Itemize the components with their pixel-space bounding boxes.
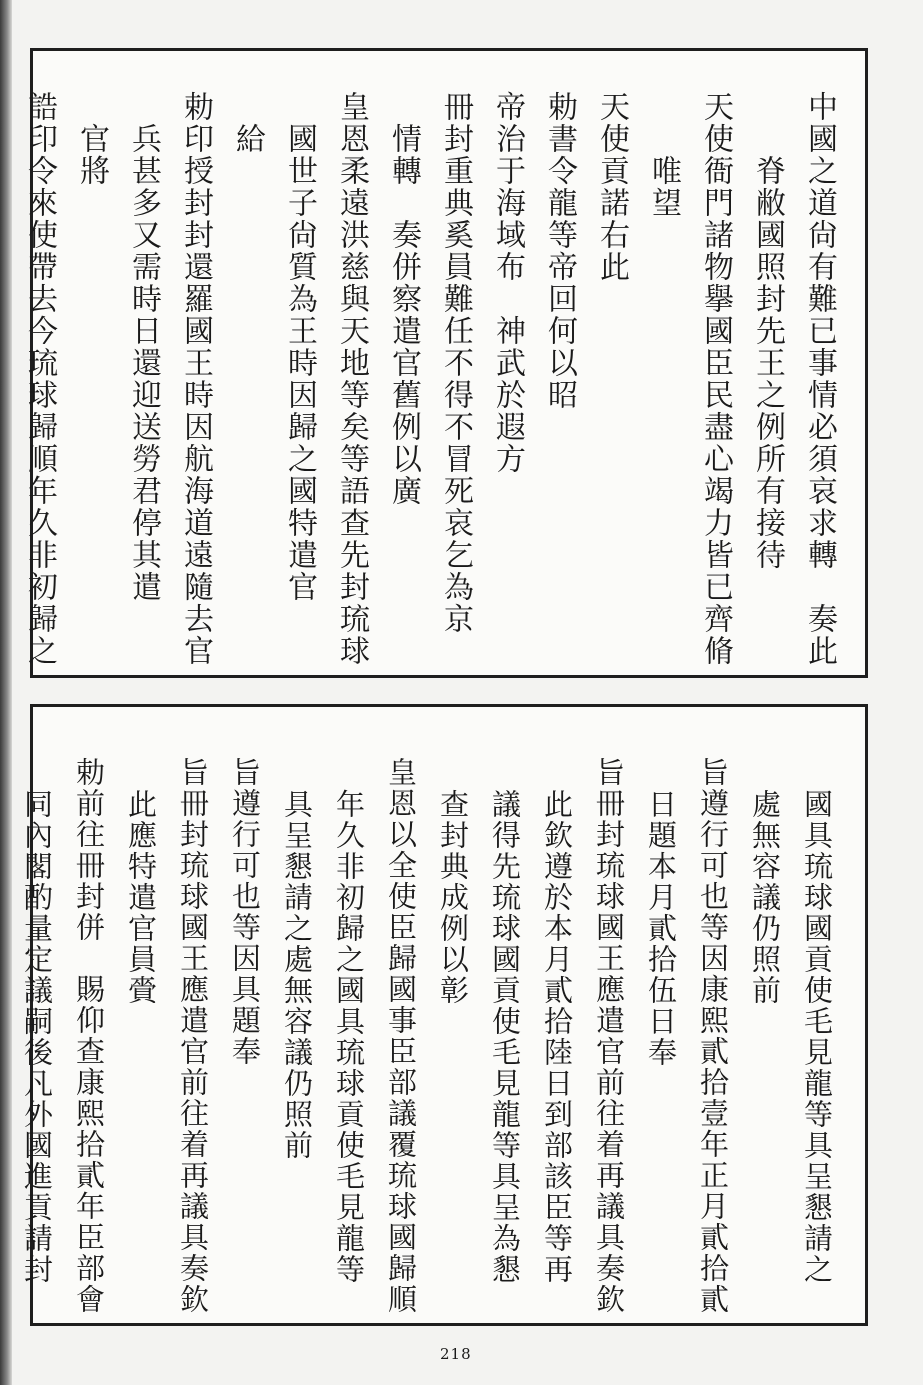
text-column: 勅書令龍等帝回何以昭	[542, 91, 577, 411]
text-column: 天使貢諾右此	[594, 91, 629, 283]
text-column: 帝治于海域布 神武於遐方	[490, 91, 525, 475]
text-column: 皇恩以全使臣歸國事臣部議覆琉球國歸順	[384, 757, 418, 1315]
upper-text-panel	[22, 48, 868, 678]
text-column: 國具琉球國貢使毛見龍等具呈懇請之	[800, 789, 834, 1285]
text-column: 旨冊封琉球國王應遣官前往着再議具奏欽	[176, 757, 210, 1315]
text-column: 兵甚多又需時日還迎送勞君停其遣	[126, 123, 161, 603]
text-column: 天使衙門諸物擧國臣民盡心竭力皆已齊脩	[698, 91, 733, 667]
text-column: 旨冊封琉球國王應遣官前往着再議具奏欽	[592, 757, 626, 1315]
page-number: 218	[440, 1345, 472, 1363]
text-column: 脊敝國照封先王之例所有接待	[750, 155, 785, 571]
text-column: 此欽遵於本月貳拾陸日到部該臣等再	[540, 789, 574, 1285]
text-column: 勅印授封封還羅國王時因航海道遠隨去官	[178, 91, 213, 667]
lower-text-panel	[20, 704, 868, 1326]
upper-text-columns	[13, 91, 845, 671]
text-column: 年久非初歸之國具琉球貢使毛見龍等	[332, 789, 366, 1285]
text-column: 冊封重典奚員難任不得不冒死哀乞為京	[438, 91, 473, 635]
text-column: 此應特遣官員賫	[124, 789, 158, 1006]
text-column: 議得先琉球國貢使毛見龍等具呈為懇	[488, 789, 522, 1285]
text-column: 誥印令來使帶去今琉球歸順年久非初歸之	[22, 91, 57, 667]
text-column: 旨遵行可也等因康熙貳拾壹年正月貳拾貳	[696, 757, 730, 1315]
text-column: 唯望	[646, 155, 681, 219]
text-column: 處無容議仍照前	[748, 789, 782, 1006]
text-column: 給	[230, 123, 265, 155]
lower-text-columns	[11, 757, 843, 1317]
text-column: 同內閣酌量定議嗣後凡外國進貢請封	[20, 789, 54, 1285]
text-column: 旨遵行可也等因具題奉	[228, 757, 262, 1067]
text-column: 皇恩柔遠洪慈與天地等矣等語查先封琉球	[334, 91, 369, 667]
text-column: 日題本月貳拾伍日奉	[644, 789, 678, 1068]
text-column: 官將	[74, 123, 109, 187]
text-column: 勅前往冊封併 賜仰查康熙拾貳年臣部會	[72, 757, 106, 1315]
text-column: 查封典成例以彰	[436, 789, 470, 1006]
text-column: 中國之道尙有難已事情必須哀求轉 奏此	[802, 91, 837, 667]
text-column: 具呈懇請之處無容議仍照前	[280, 789, 314, 1161]
text-column: 國世子尙質為王時因歸之國特遣官	[282, 123, 317, 603]
text-column: 情轉 奏併察遣官舊例以廣	[386, 123, 421, 507]
